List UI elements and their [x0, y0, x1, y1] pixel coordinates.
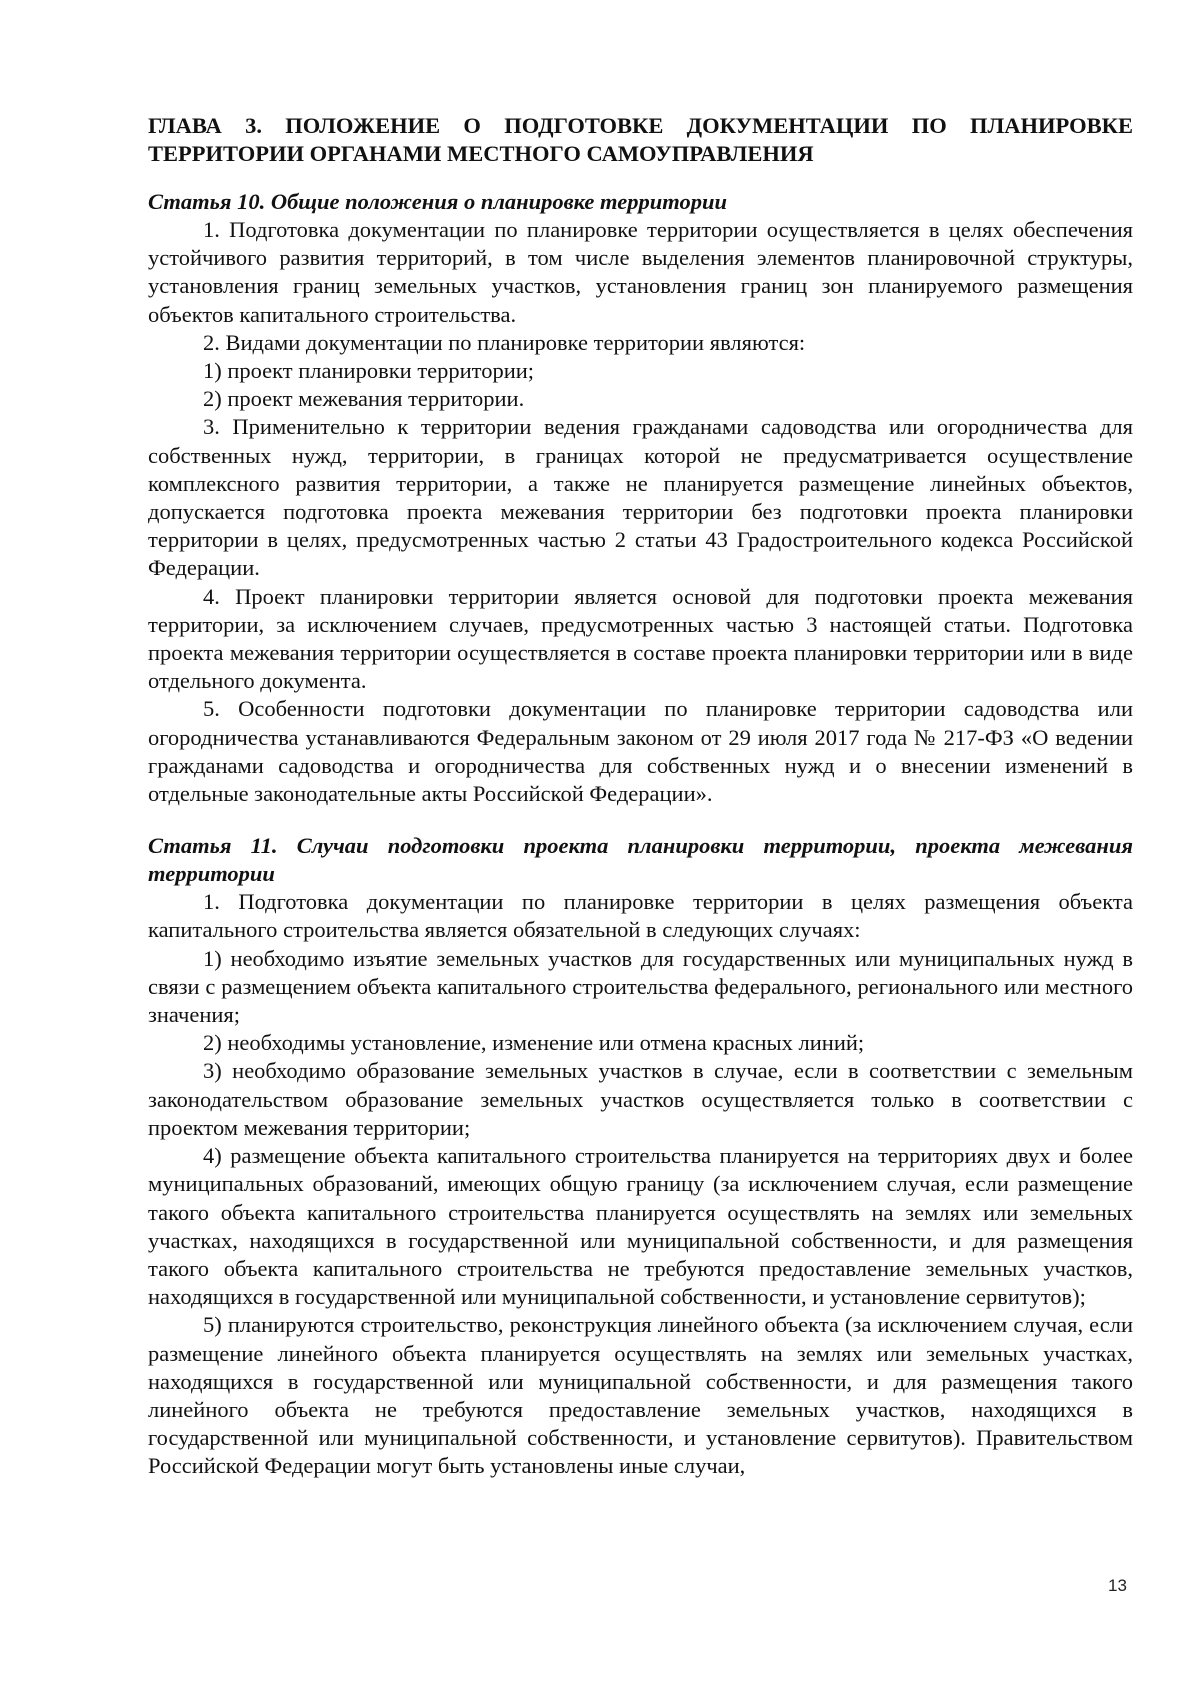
article-11-paragraph: 5) планируются строительство, реконструкция линейного объекта (за исключением случая, если размещение линейного объекта планируется осуществлять на землях или земельных участках, находящихся в государственной или муниципальной собственности, и для размещения такого линейного объекта не требуются предоставление земельных участков, находящихся в государственной или муниципальной собственности, и установление сервитутов). Правительством Российской Федерации могут быть установлены иные случаи, — [148, 1312, 1133, 1479]
article-10-paragraph: 2) проект межевания территории. — [203, 386, 525, 412]
article-11-paragraph: 3) необходимо образование земельных участков в случае, если в соответствии с земельным законодательством образование земельных участков осуществляется только в соответствии с проектом межевания территории; — [148, 1058, 1133, 1140]
article-11-paragraph: 2) необходимы установление, изменение или отмена красных линий; — [203, 1030, 865, 1056]
article-10-paragraph: 3. Применительно к территории ведения гражданами садоводства или огородничества для собственных нужд, территории, в границах которой не предусматривается осуществление комплексного развития территории, а также не планируется размещение линейных объектов, допускается подготовка проекта межевания территории без подготовки проекта планировки территории в целях, предусмотренных частью 2 статьи 43 Градостроительного кодекса Российской Федерации. — [148, 414, 1133, 581]
article-11-title: Статья 11. Случаи подготовки проекта планировки территории, проекта межевания территории — [148, 833, 1133, 887]
article-10-paragraph: 5. Особенности подготовки документации по планировке территории садоводства или огородничества устанавливаются Федеральным законом от 29 июля 2017 года № 217-ФЗ «О ведении гражданами садоводства и огородничества для собственных нужд и о внесении изменений в отдельные законодательные акты Российской Федерации». — [148, 696, 1133, 807]
article-10-paragraph: 1. Подготовка документации по планировке территории осуществляется в целях обеспечения устойчивого развития территорий, в том числе выделения элементов планировочной структуры, установления границ земельных участков, установления границ зон планируемого размещения объектов капитального строительства. — [148, 217, 1133, 327]
article-10-paragraph: 1) проект планировки территории; — [203, 358, 535, 384]
article-11-paragraph: 4) размещение объекта капитального строительства планируется на территориях двух и более муниципальных образований, имеющих общую границу (за исключением случая, если размещение такого объекта капитального строительства планируется осуществлять на землях или земельных участках, находящихся в государственной или муниципальной собственности, и для размещения такого объекта капитального строительства не требуются предоставление земельных участков, находящихся в государственной или муниципальной собственности, и установление сервитутов); — [148, 1143, 1133, 1310]
article-10-paragraph: 4. Проект планировки территории является основой для подготовки проекта межевания территории, за исключением случаев, предусмотренных частью 3 настоящей статьи. Подготовка проекта межевания территории осуществляется в составе проекта планировки территории или в виде отдельного документа. — [148, 583, 1133, 694]
article-10-paragraph: 2. Видами документации по планировке территории являются: — [203, 329, 806, 355]
chapter-title: ГЛАВА 3. ПОЛОЖЕНИЕ О ПОДГОТОВКЕ ДОКУМЕНТАЦИИ ПО ПЛАНИРОВКЕ ТЕРРИТОРИИ ОРГАНАМИ МЕСТНОГО САМОУПРАВЛЕНИЯ — [148, 113, 1133, 166]
page-number: 13 — [1108, 1576, 1127, 1595]
article-11-paragraph: 1) необходимо изъятие земельных участков для государственных или муниципальных нужд в связи с размещением объекта капитального строительства федерального, регионального или местного значения; — [148, 945, 1133, 1028]
article-11 — [148, 832, 1133, 1480]
article-10-title: Статья 10. Общие положения о планировке территории — [148, 189, 727, 214]
article-10 — [148, 188, 1133, 808]
article-11-paragraph: 1. Подготовка документации по планировке территории в целях размещения объекта капитального строительства является обязательной в следующих случаях: — [148, 889, 1133, 943]
document-page — [148, 112, 1133, 1481]
